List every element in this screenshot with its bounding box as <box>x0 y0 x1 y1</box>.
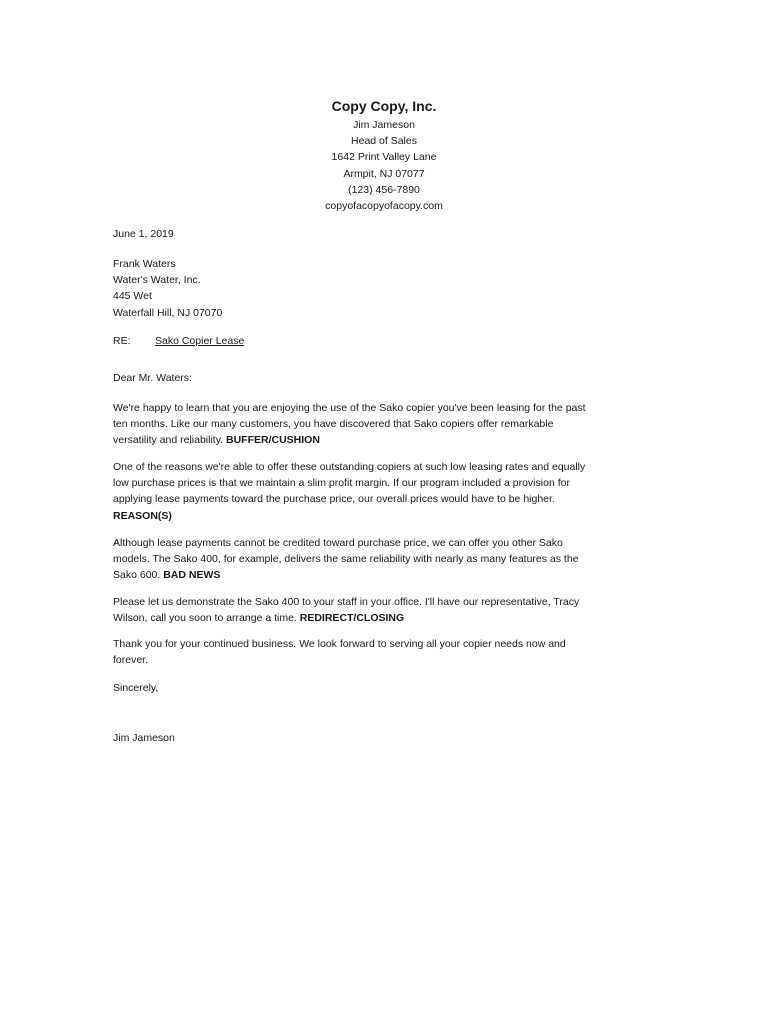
paragraph-line: Please let us demonstrate the Sako 400 to your staff in your office. I'll have our representative, Tracy <box>113 596 580 608</box>
section-tag: REASON(S) <box>113 509 172 522</box>
signature-name: Jim Jameson <box>113 732 175 744</box>
paragraph-line: low purchase prices is that we maintain a slim profit margin. If our program included a provision for <box>113 477 570 490</box>
paragraph-line: We're happy to learn that you are enjoying the use of the Sako copier you've been leasing for the past <box>113 402 586 414</box>
paragraph-buffer <box>113 400 633 449</box>
letter-date: June 1, 2019 <box>113 228 174 240</box>
subject-text: Sako Copier Lease <box>155 335 245 347</box>
recipient-company: Water's Water, Inc. <box>113 274 201 287</box>
section-tag: REDIRECT/CLOSING <box>299 612 405 625</box>
paragraph-line: applying lease payments toward the purchase price, our overall prices would have to be higher. <box>113 493 555 506</box>
sender-name: Jim Jameson <box>353 119 415 131</box>
sender-title: Head of Sales <box>351 135 417 148</box>
recipient-name: Frank Waters <box>113 258 176 270</box>
paragraph-line <box>113 432 633 448</box>
paragraph-line: forever. <box>113 654 149 667</box>
sender-phone: (123) 456-7890 <box>348 183 420 196</box>
sender-city: Armpit, NJ 07077 <box>343 167 425 180</box>
paragraph-line-text: Wilson, call you soon to arrange a time. <box>113 612 300 625</box>
paragraph-reason <box>113 459 633 524</box>
paragraph-line: ten months. Like our many customers, you have discovered that Sako copiers offer remarkable <box>113 418 554 431</box>
paragraph-line: One of the reasons we're able to offer these outstanding copiers at such low leasing rates and equally <box>113 461 586 473</box>
section-tag: BUFFER/CUSHION <box>226 434 320 447</box>
paragraph-bad-news <box>113 535 633 584</box>
subject-label: RE: <box>113 335 131 347</box>
sender-website: copyofacopyofacopy.com <box>325 200 443 213</box>
paragraph-line: models. The Sako 400, for example, delivers the same reliability with nearly as many features as the <box>113 553 579 566</box>
company-name: Copy Copy, Inc. <box>331 98 437 114</box>
recipient-street: 445 Wet <box>113 290 152 303</box>
subject-line <box>113 333 633 349</box>
paragraph-line: Although lease payments cannot be credited toward purchase price, we can offer you other Sako <box>113 537 563 549</box>
salutation: Dear Mr. Waters: <box>113 372 192 384</box>
section-tag: BAD NEWS <box>163 569 221 582</box>
complimentary-closing: Sincerely, <box>113 682 159 694</box>
paragraph-line: Thank you for your continued business. We look forward to serving all your copier needs now and <box>113 638 566 650</box>
paragraph-redirect <box>113 594 633 626</box>
sender-street: 1642 Print Valley Lane <box>331 151 437 164</box>
paragraph-thanks <box>113 636 633 668</box>
recipient-city: Waterfall Hill, NJ 07070 <box>113 306 223 319</box>
paragraph-line-text: versatility and reliability. <box>113 434 227 447</box>
letterhead <box>0 96 768 214</box>
paragraph-line <box>113 610 633 626</box>
paragraph-line-text: Sako 600. <box>113 569 164 582</box>
paragraph-line <box>113 567 633 583</box>
recipient-address <box>113 256 633 321</box>
